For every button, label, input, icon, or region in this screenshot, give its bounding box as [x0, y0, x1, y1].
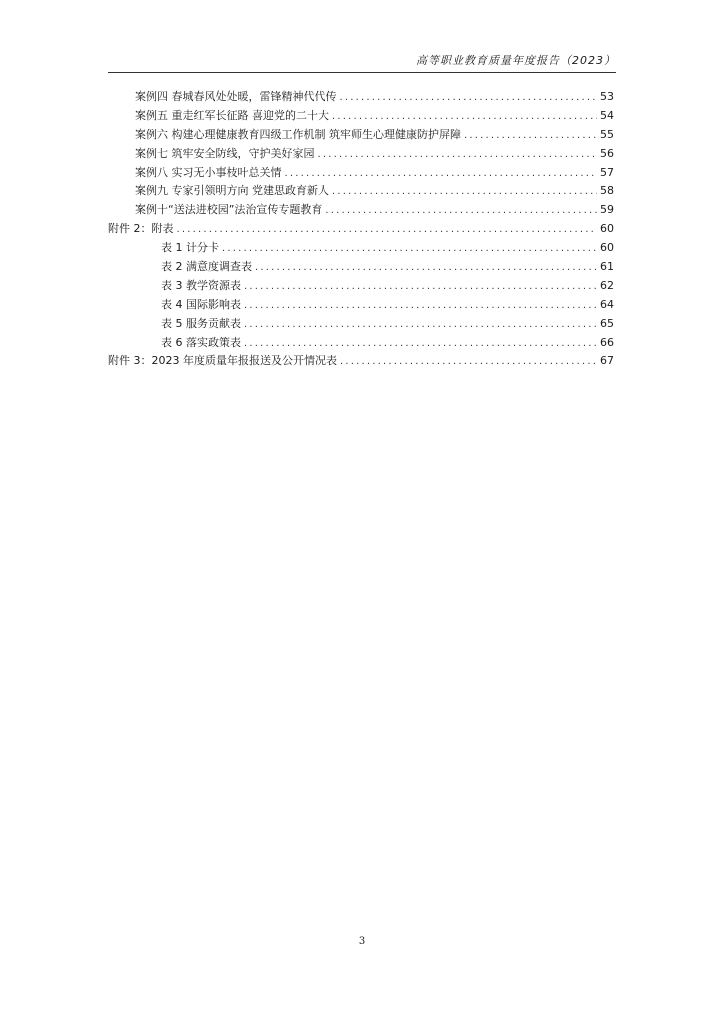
toc-entry-page: 55 — [600, 127, 614, 141]
toc-entry-page: 64 — [600, 297, 614, 311]
toc-entry[interactable] — [108, 220, 614, 239]
dot-leader — [222, 243, 597, 254]
toc-entry-page: 58 — [600, 184, 614, 198]
dot-leader — [340, 356, 597, 367]
toc-entry-label: 表 6 落实政策表 — [161, 335, 241, 349]
toc-entry[interactable] — [108, 315, 614, 334]
toc-entry[interactable] — [108, 239, 614, 258]
page-number: 3 — [358, 936, 366, 947]
toc-entry[interactable] — [108, 164, 614, 183]
toc-entry[interactable] — [108, 277, 614, 296]
dot-leader — [332, 186, 597, 197]
dot-leader — [340, 92, 598, 103]
dot-leader — [244, 319, 597, 330]
toc-entry-label: 表 2 满意度调查表 — [161, 260, 252, 274]
dot-leader — [285, 168, 598, 179]
running-header: 高等职业教育质量年度报告（2023） — [416, 54, 616, 67]
toc-entry-label: 案例六 构建心理健康教育四级工作机制 筑牢师生心理健康防护屏障 — [135, 127, 461, 141]
toc-entry[interactable] — [108, 201, 614, 220]
header-rule — [108, 72, 616, 73]
toc-entry-label: 表 3 教学资源表 — [161, 278, 241, 292]
toc-entry[interactable] — [108, 352, 614, 371]
toc-entry-page: 66 — [600, 335, 614, 349]
toc-entry-label: 表 1 计分卡 — [161, 241, 219, 255]
toc-entry[interactable] — [108, 334, 614, 353]
toc-entry-page: 54 — [600, 108, 614, 122]
toc-entry[interactable] — [108, 107, 614, 126]
dot-leader — [244, 281, 597, 292]
toc-entry-page: 57 — [600, 165, 614, 179]
dot-leader — [177, 224, 598, 235]
toc-entry-label: 案例七 筑牢安全防线，守护美好家园 — [135, 146, 315, 160]
toc-entry[interactable] — [108, 145, 614, 164]
table-of-contents — [108, 88, 614, 371]
toc-entry[interactable] — [108, 126, 614, 145]
dot-leader — [244, 300, 597, 311]
toc-entry-page: 61 — [600, 260, 614, 274]
dot-leader — [332, 111, 597, 122]
toc-entry-label: 表 5 服务贡献表 — [161, 316, 241, 330]
toc-entry-label: 案例四 春城春风处处暖，雷锋精神代代传 — [135, 90, 337, 103]
toc-entry-page: 59 — [600, 203, 614, 217]
toc-entry[interactable] — [108, 88, 614, 107]
toc-entry[interactable] — [108, 296, 614, 315]
toc-entry-page: 60 — [600, 241, 614, 255]
toc-entry-label: 附件 3：2023 年度质量年报报送及公开情况表 — [108, 354, 337, 368]
dot-leader — [318, 149, 598, 160]
toc-entry[interactable] — [108, 258, 614, 277]
toc-entry-page: 53 — [600, 90, 614, 103]
dot-leader — [325, 205, 597, 216]
toc-entry-label: 案例五 重走红军长征路 喜迎党的二十大 — [135, 108, 329, 122]
toc-entry-label: 案例九 专家引领明方向 党建思政育新人 — [135, 184, 329, 198]
toc-entry-page: 56 — [600, 146, 614, 160]
toc-entry-page: 60 — [600, 222, 614, 236]
toc-entry-label: 表 4 国际影响表 — [161, 297, 241, 311]
toc-entry-page: 67 — [600, 354, 614, 368]
dot-leader — [255, 262, 597, 273]
toc-entry[interactable] — [108, 182, 614, 201]
toc-entry-label: 案例十“送法进校园”法治宣传专题教育 — [135, 203, 323, 217]
toc-entry-page: 62 — [600, 278, 614, 292]
toc-entry-page: 65 — [600, 316, 614, 330]
toc-entry-label: 案例八 实习无小事枝叶总关情 — [135, 165, 282, 179]
dot-leader — [244, 338, 597, 349]
dot-leader — [464, 130, 597, 141]
toc-entry-label: 附件 2：附表 — [108, 222, 174, 236]
